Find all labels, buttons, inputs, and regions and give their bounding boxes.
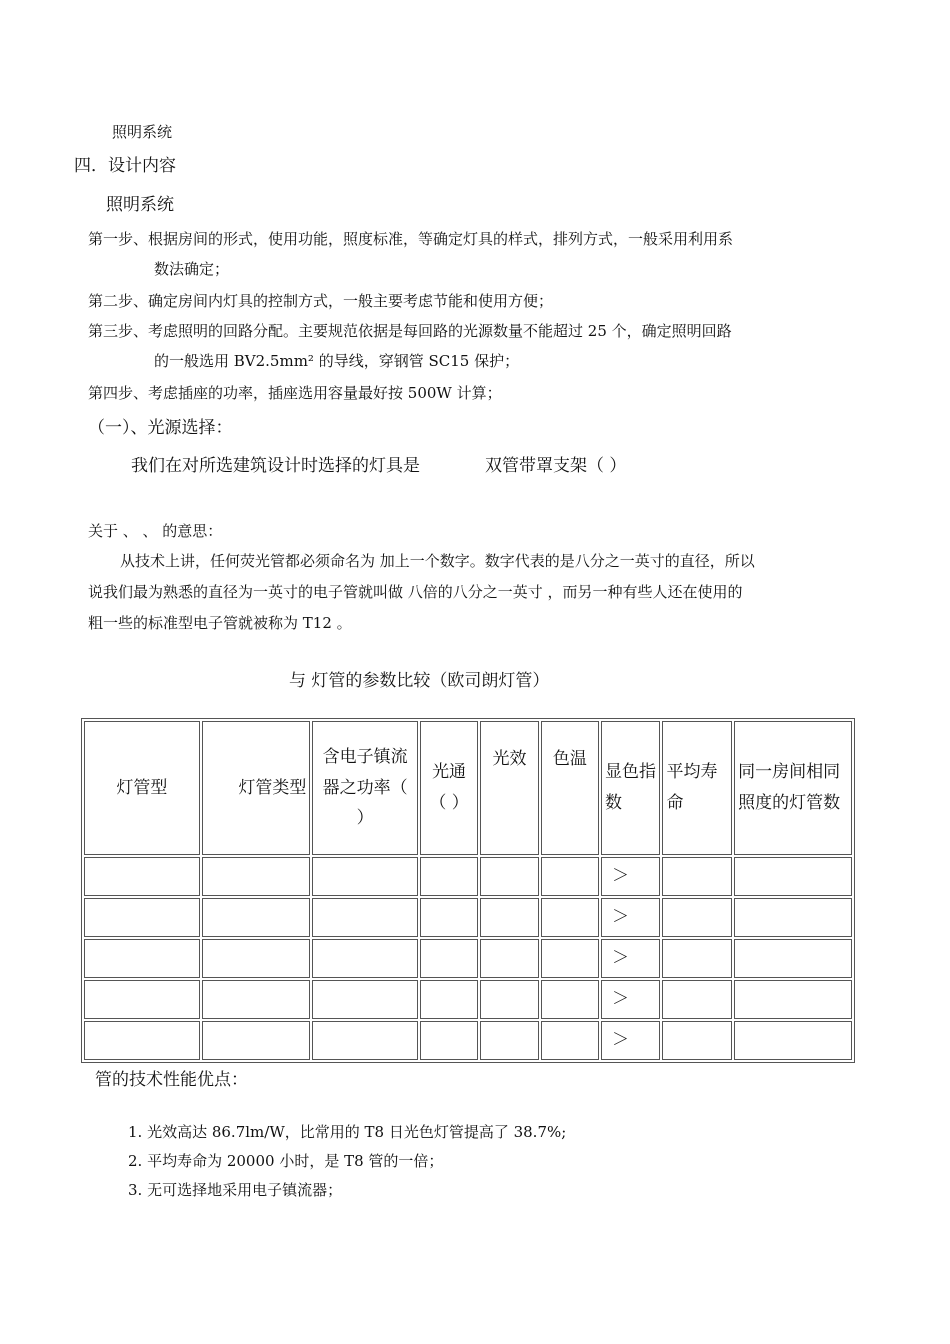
table-cell <box>480 939 538 978</box>
section-heading: 四．设计内容 <box>74 156 176 176</box>
cri-value: ＞ <box>601 1021 660 1060</box>
table-cell <box>480 898 538 937</box>
light-source-heading: （一）、光源选择： <box>88 418 233 438</box>
list-item: 3. 无可选择地采用电子镇流器； <box>128 1181 343 1199</box>
header-luminous-flux: 光通（ ） <box>420 721 478 855</box>
top-label: 照明系统 <box>112 123 173 141</box>
table-cell <box>734 898 852 937</box>
table-cell <box>202 857 311 896</box>
step-1-line-1: 第一步、根据房间的形式，使用功能，照度标准，等确定灯具的样式，排列方式，一般采用利用系 <box>88 230 734 248</box>
cri-value: ＞ <box>601 857 660 896</box>
cri-value: ＞ <box>601 898 660 937</box>
meaning-title: 关于 、 、 的意思： <box>88 522 223 540</box>
table-cell <box>662 980 732 1019</box>
step-1-line-2: 数法确定； <box>154 260 230 278</box>
header-efficacy: 光效 <box>480 721 538 855</box>
table-cell <box>541 857 599 896</box>
lamp-choice-prefix: 我们在对所选建筑设计时选择的灯具是 <box>131 456 420 476</box>
lamp-choice-value: 双管带罩支架（ ） <box>485 456 627 476</box>
table-cell <box>480 1021 538 1060</box>
table-cell <box>734 1021 852 1060</box>
list-item: 1. 光效高达 86.7lm/W，比常用的 T8 日光色灯管提高了 38.7%; <box>128 1123 567 1141</box>
advantages-list <box>128 1118 566 1205</box>
table-cell <box>734 857 852 896</box>
table-cell <box>480 857 538 896</box>
table-cell <box>84 980 200 1019</box>
header-lamp-type: 灯管类型 <box>202 721 311 855</box>
table-cell <box>420 1021 478 1060</box>
explanation-line-1: 从技术上讲，任何荧光管都必须命名为 加上一个数字。数字代表的是八分之一英寸的直径，所以 <box>120 552 755 570</box>
table-cell <box>312 939 418 978</box>
table-cell <box>202 898 311 937</box>
step-4: 第四步、考虑插座的功率，插座选用容量最好按 500W 计算； <box>88 384 502 402</box>
table-cell <box>541 1021 599 1060</box>
table-cell <box>84 939 200 978</box>
table-cell <box>541 980 599 1019</box>
step-3-line-2: 的一般选用 BV2.5mm² 的导线，穿钢管 SC15 保护； <box>154 352 520 370</box>
table-cell <box>480 980 538 1019</box>
table-cell <box>420 898 478 937</box>
table-cell <box>420 980 478 1019</box>
explanation-line-3: 粗一些的标准型电子管就被称为 T12 。 <box>88 614 352 632</box>
table-row <box>84 939 852 978</box>
table-cell <box>84 1021 200 1060</box>
table-cell <box>84 898 200 937</box>
table-cell <box>734 939 852 978</box>
table-cell <box>202 980 311 1019</box>
table-cell <box>541 939 599 978</box>
table-header-row <box>84 721 852 855</box>
header-lamp-count: 同一房间相同照度的灯管数 <box>734 721 852 855</box>
step-2: 第二步、确定房间内灯具的控制方式，一般主要考虑节能和使用方便； <box>88 292 554 310</box>
table-row <box>84 1021 852 1060</box>
table-title: 与 灯管的参数比较（欧司朗灯管） <box>289 671 550 691</box>
cri-value: ＞ <box>601 980 660 1019</box>
cri-value: ＞ <box>601 939 660 978</box>
table-cell <box>312 980 418 1019</box>
table-cell <box>84 857 200 896</box>
header-avg-life: 平均寿命 <box>662 721 732 855</box>
table-row <box>84 980 852 1019</box>
table-cell <box>662 1021 732 1060</box>
table-cell <box>662 939 732 978</box>
table-cell <box>662 898 732 937</box>
header-cri: 显色指数 <box>601 721 660 855</box>
header-color-temp: 色温 <box>541 721 599 855</box>
table-cell <box>312 898 418 937</box>
header-lamp-model: 灯管型 <box>84 721 200 855</box>
table-cell <box>202 1021 311 1060</box>
table-cell <box>312 857 418 896</box>
table-cell <box>734 980 852 1019</box>
table-cell <box>541 898 599 937</box>
table-cell <box>420 939 478 978</box>
step-3-line-1: 第三步、考虑照明的回路分配。主要规范依据是每回路的光源数量不能超过 25 个，确定照明回路 <box>88 322 732 340</box>
header-power: 含电子镇流器之功率（ ） <box>312 721 418 855</box>
comparison-table <box>81 718 855 1063</box>
explanation-line-2: 说我们最为熟悉的直径为一英寸的电子管就叫做 八倍的八分之一英寸 ，而另一种有些人还在使用的 <box>88 583 743 601</box>
sub-heading: 照明系统 <box>106 195 174 215</box>
advantages-heading: 管的技术性能优点： <box>95 1070 248 1090</box>
list-item: 2. 平均寿命为 20000 小时，是 T8 管的一倍； <box>128 1152 444 1170</box>
table-cell <box>312 1021 418 1060</box>
table-cell <box>662 857 732 896</box>
table-cell <box>420 857 478 896</box>
table-row <box>84 898 852 937</box>
table-cell <box>202 939 311 978</box>
table-row <box>84 857 852 896</box>
